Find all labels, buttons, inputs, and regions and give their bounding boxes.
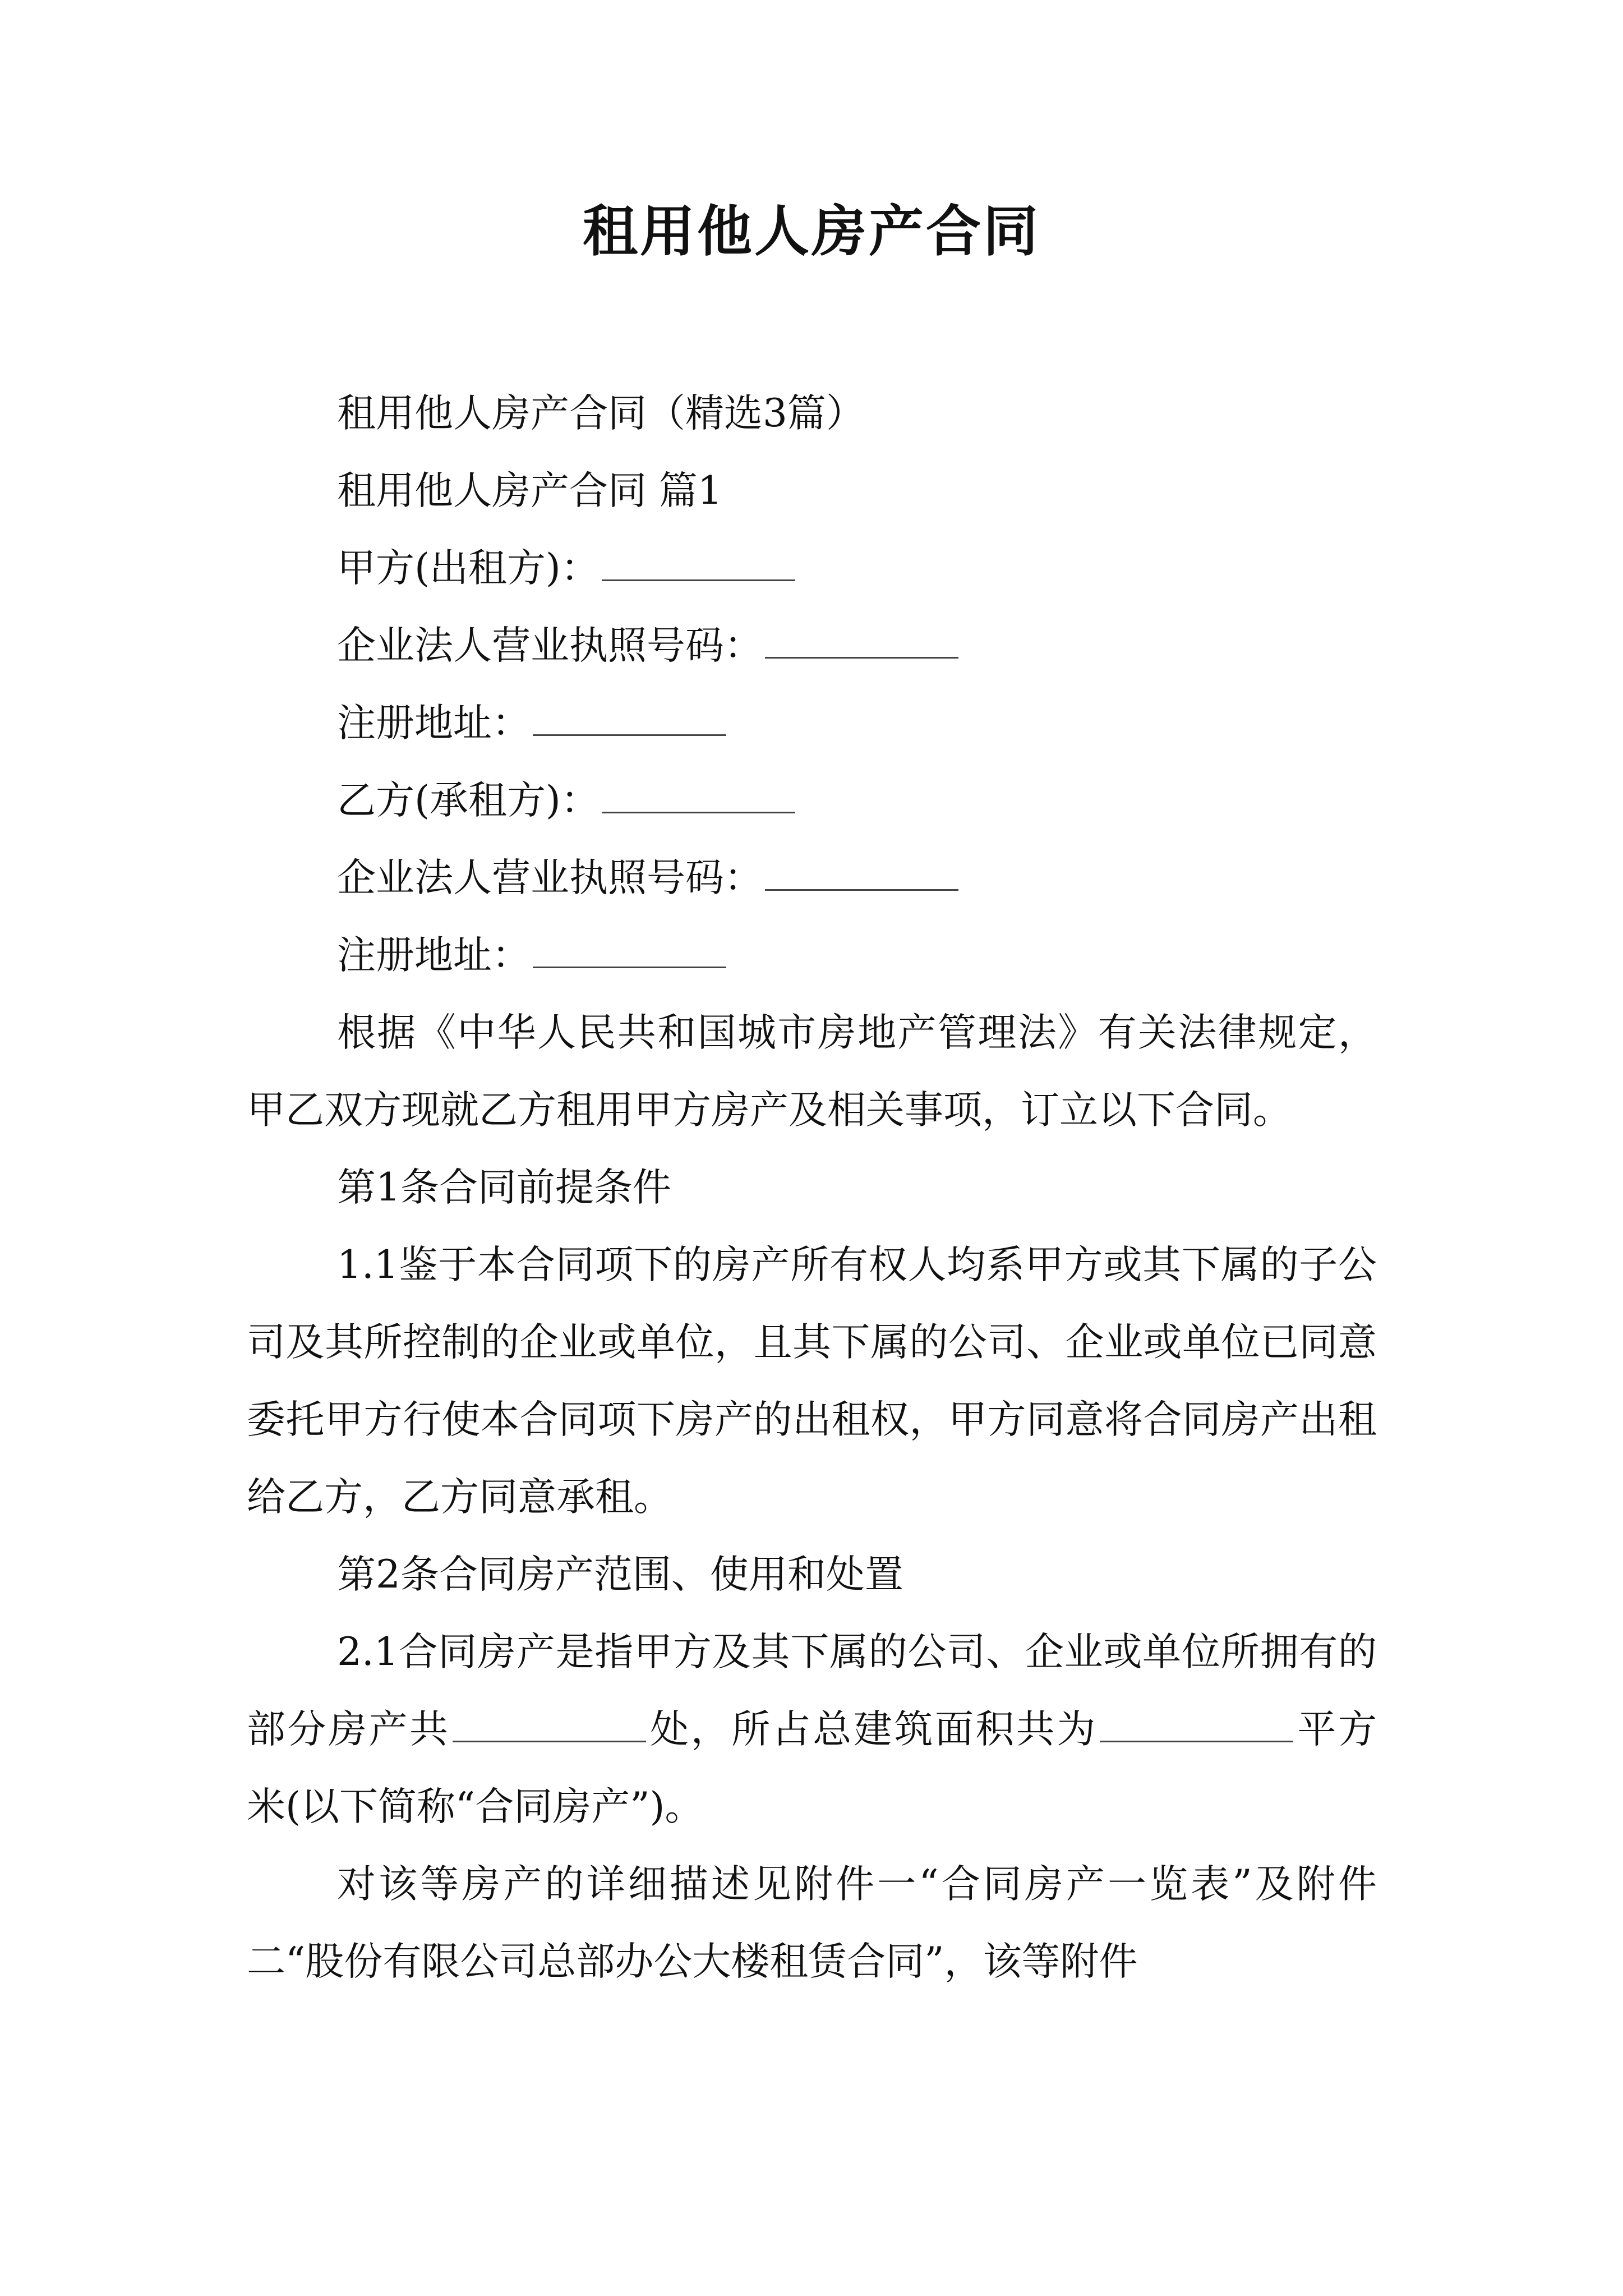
license-a-blank — [765, 623, 958, 659]
address-a-blank — [533, 701, 726, 736]
address-a-line — [247, 684, 1377, 762]
article-2-1-part2: 处，所占总建筑面积共为 — [648, 1707, 1098, 1752]
party-a-blank — [602, 546, 795, 581]
party-b-line — [247, 762, 1377, 839]
address-b-blank — [533, 933, 726, 968]
article-2-1-part1: 2.1合同房产是指甲方及其下属的公司、企业或单位所拥有的部分房产共 — [247, 1630, 1377, 1752]
article-1-heading: 第1条合同前提条件 — [337, 1165, 671, 1210]
address-b-label: 注册地址： — [337, 933, 531, 978]
license-b-line — [247, 839, 1377, 917]
party-a-line — [247, 530, 1377, 607]
address-a-label: 注册地址： — [337, 701, 531, 746]
article-2-1-part3: 平方米(以下简称“合同房产”)。 — [247, 1707, 1377, 1829]
subtitle: 租用他人房产合同（精选3篇） — [337, 391, 865, 436]
intro-paragraph: 根据《中华人民共和国城市房地产管理法》有关法律规定，甲乙双方现就乙方租用甲方房产及相关事项，订立以下合同。 — [247, 1010, 1377, 1133]
area-blank — [1100, 1707, 1293, 1742]
license-b-blank — [765, 855, 958, 891]
article-2-detail-paragraph: 对该等房产的详细描述见附件一“合同房产一览表”及附件二“股份有限公司总部办公大楼租赁合同”，该等附件 — [247, 1862, 1377, 1984]
party-a-label: 甲方(出租方)： — [337, 546, 600, 591]
party-b-label: 乙方(承租方)： — [337, 778, 600, 823]
section-heading: 租用他人房产合同 篇1 — [337, 468, 722, 513]
party-b-blank — [602, 778, 795, 813]
license-b-label: 企业法人营业执照号码： — [337, 855, 763, 900]
address-b-line — [247, 917, 1377, 994]
license-a-line — [247, 607, 1377, 684]
property-count-blank — [453, 1707, 646, 1742]
document-title: 租用他人房产合同 — [582, 199, 1040, 264]
article-2-1-paragraph — [247, 1613, 1377, 1846]
document-body — [247, 375, 1377, 2000]
license-a-label: 企业法人营业执照号码： — [337, 623, 763, 668]
article-2-heading: 第2条合同房产范围、使用和处置 — [337, 1552, 903, 1597]
article-1-1-paragraph: 1.1鉴于本合同项下的房产所有权人均系甲方或其下属的子公司及其所控制的企业或单位，且其下属的公司、企业或单位已同意委托甲方行使本合同项下房产的出租权，甲方同意将合同房产出租给乙方，乙方同意承租。 — [247, 1243, 1377, 1520]
